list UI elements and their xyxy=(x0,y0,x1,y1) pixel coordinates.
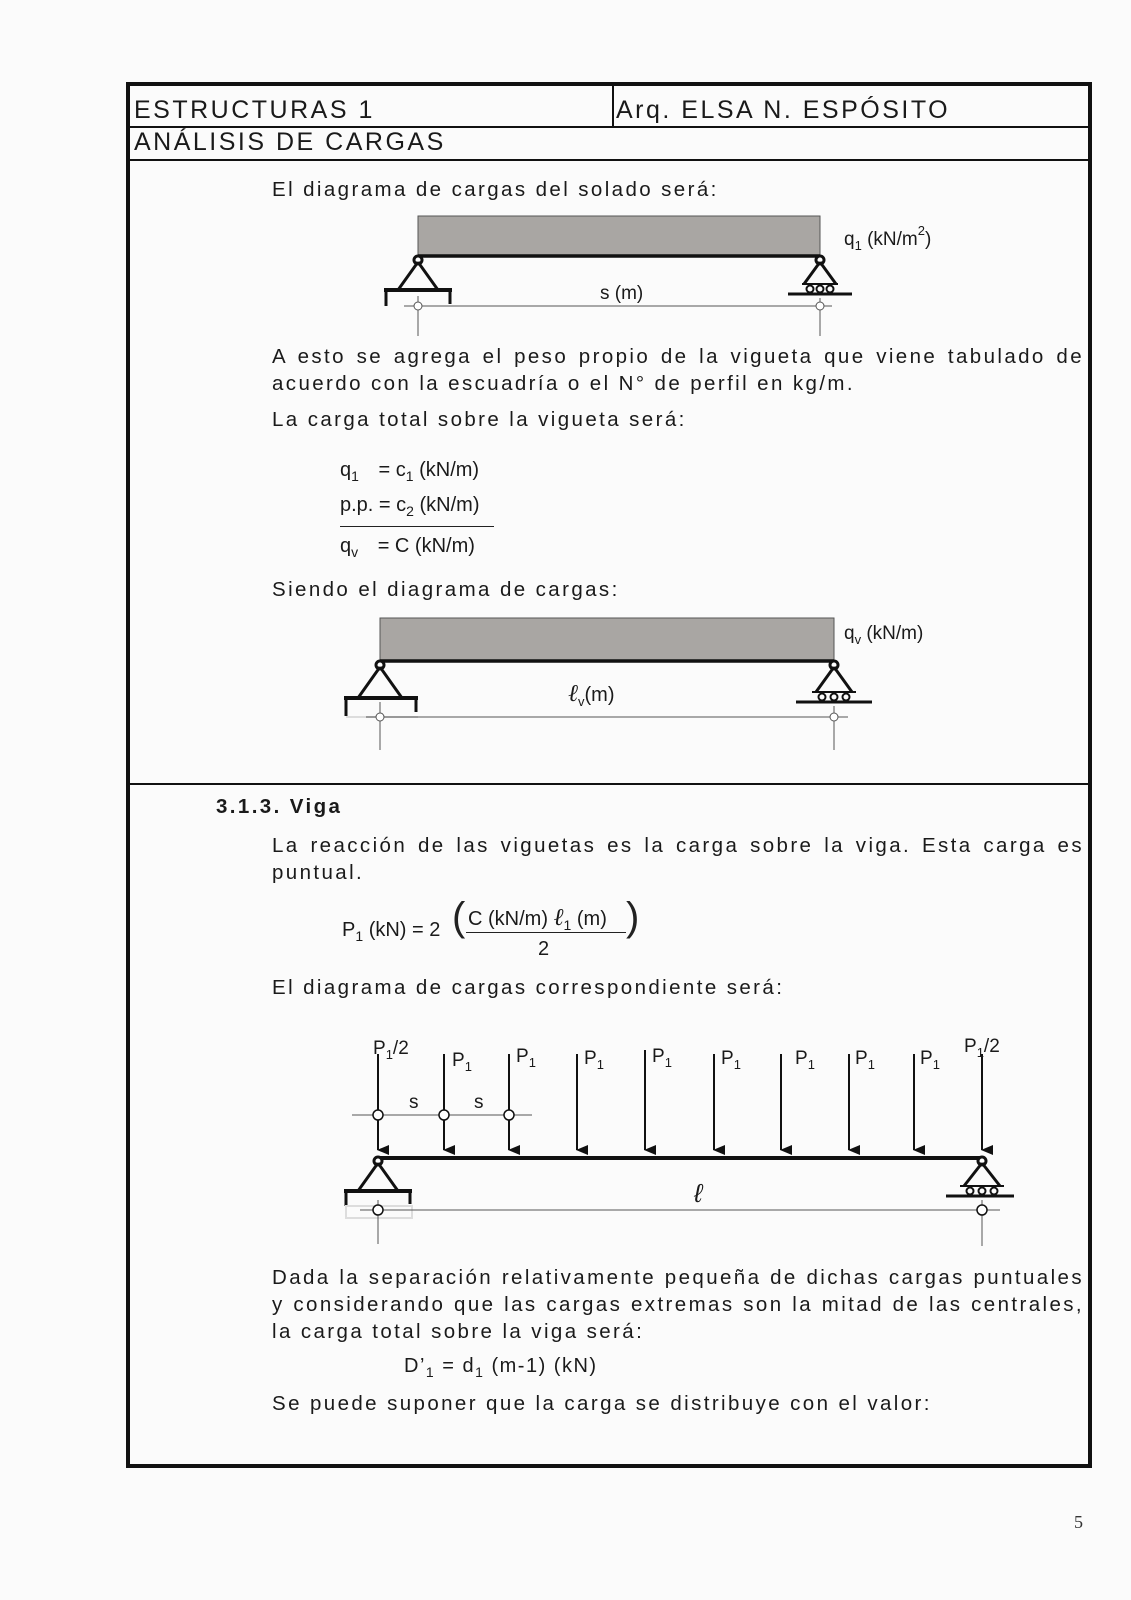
left-paren: ( xyxy=(452,895,466,939)
load-label-p1-b: $P_1$ xyxy=(516,1046,536,1070)
load-label-p1-e: $P_1$ xyxy=(721,1048,741,1072)
page-number: 5 xyxy=(1074,1512,1083,1532)
distributed-load-block xyxy=(418,216,820,255)
paragraph-total-load: La carga total sobre la vigueta será: xyxy=(272,408,687,431)
formula-p1: $P_1$ (kN) = 2 xyxy=(342,919,441,944)
joist-load-diagram xyxy=(344,618,923,750)
roller-support xyxy=(788,256,852,294)
load-label-p1-d: $P_1$ xyxy=(652,1046,672,1070)
distributed-load-block-qv xyxy=(380,618,834,660)
load-label-end-right: $P_1/2$ xyxy=(964,1036,1000,1060)
topic-title: ANÁLISIS DE CARGAS xyxy=(134,128,446,156)
paragraph-distribution: Se puede suponer que la carga se distribuye con el valor: xyxy=(272,1392,932,1415)
load-label-qv: $q_v$ (kN/m) xyxy=(844,623,924,647)
beam-point-loads-diagram xyxy=(344,1036,1014,1246)
equation-q1: $q_1 = c_1$ (kN/m) xyxy=(340,459,480,484)
span-label-lv: ℓ$_v$(m) xyxy=(568,679,615,709)
load-label-q1: $q_1$ $(kN/m^2)$ xyxy=(844,223,932,253)
intro-text: El diagrama de cargas del solado será: xyxy=(272,178,719,201)
paragraph-total-beam: Dada la separación relativamente pequeña de dichas cargas puntuales y considerando que las cargas extremas son la mitad de las centrales, la carga total sobre la viga será: xyxy=(272,1266,1084,1343)
load-label-p1-f: $P_1$ xyxy=(795,1048,815,1072)
load-label-p1-g: $P_1$ xyxy=(855,1048,875,1072)
load-label-end-left: $P_1/2$ xyxy=(373,1038,409,1062)
paragraph-reaction: La reacción de las viguetas es la carga sobre la viga. Esta carga es puntual. xyxy=(272,834,1084,884)
floor-load-diagram xyxy=(384,216,931,336)
load-label-p1-h: $P_1$ xyxy=(920,1048,940,1072)
spacing-label-2: s xyxy=(474,1092,484,1113)
right-paren: ) xyxy=(626,895,640,939)
equation-pp: p.p. = $c_2$ (kN/m) xyxy=(340,494,480,519)
span-label-l: ℓ xyxy=(694,1178,703,1208)
author-name: Arq. ELSA N. ESPÓSITO xyxy=(616,96,951,124)
paragraph-corresponding: El diagrama de cargas correspondiente será: xyxy=(272,976,785,999)
roller-support xyxy=(796,661,872,702)
paragraph-diagram: Siendo el diagrama de cargas: xyxy=(272,578,620,601)
course-title: ESTRUCTURAS 1 xyxy=(134,96,375,124)
formula-numerator: C (kN/m) ℓ$_1$ (m) xyxy=(468,903,607,933)
load-label-p1-a: $P_1$ xyxy=(452,1050,472,1074)
paragraph-self-weight: A esto se agrega el peso propio de la vigueta que viene tabulado de acuerdo con la escuadría o el N° de perfil en kg/m. xyxy=(272,345,1084,395)
section-heading-viga: 3.1.3. Viga xyxy=(216,795,343,818)
equation-qv: $q_v = C$ (kN/m) xyxy=(340,535,475,560)
equation-d1: $D’_1 = d_1$ (m-1) (kN) xyxy=(404,1355,598,1380)
pinned-support xyxy=(344,1157,412,1206)
spacing-label-1: s xyxy=(409,1092,419,1113)
span-label-s: s (m) xyxy=(600,283,644,304)
roller-support xyxy=(946,1157,1014,1196)
formula-denominator: 2 xyxy=(538,938,550,960)
load-label-p1-c: $P_1$ xyxy=(584,1048,604,1072)
pinned-support xyxy=(344,661,418,716)
